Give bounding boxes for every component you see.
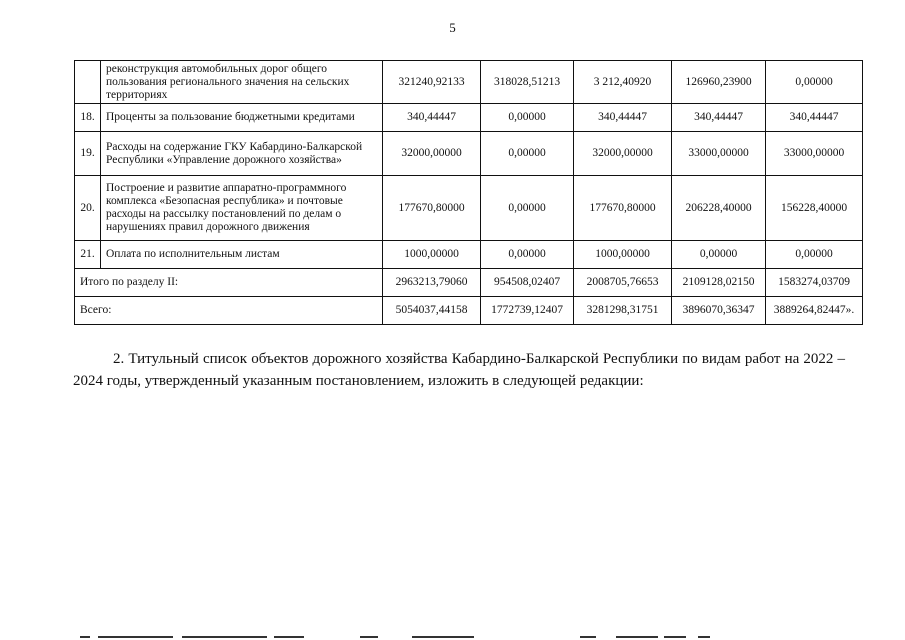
- total-value: 3896070,36347: [672, 297, 766, 325]
- row-value: 1000,00000: [383, 241, 481, 269]
- row-name: Расходы на содержание ГКУ Кабардино-Балкарской Республики «Управление дорожного хозяйства»: [101, 132, 383, 176]
- row-value: 0,00000: [481, 241, 574, 269]
- page-number: 5: [449, 20, 456, 35]
- row-value: 3 212,40920: [574, 61, 672, 104]
- row-name: Оплата по исполнительным листам: [101, 241, 383, 269]
- total-label: Всего:: [75, 297, 383, 325]
- row-value: 32000,00000: [383, 132, 481, 176]
- total-value: 1772739,12407: [481, 297, 574, 325]
- table-row: [75, 132, 863, 176]
- row-value: 206228,40000: [672, 176, 766, 241]
- row-value: 0,00000: [766, 241, 863, 269]
- row-value: 0,00000: [481, 104, 574, 132]
- row-value: 0,00000: [481, 132, 574, 176]
- row-value: 32000,00000: [574, 132, 672, 176]
- row-value: 177670,80000: [383, 176, 481, 241]
- total-value: 2109128,02150: [672, 269, 766, 297]
- row-value: 1000,00000: [574, 241, 672, 269]
- total-value: 2008705,76653: [574, 269, 672, 297]
- row-value: 177670,80000: [574, 176, 672, 241]
- total-value: 1583274,03709: [766, 269, 863, 297]
- row-value: 33000,00000: [672, 132, 766, 176]
- table-row: [75, 176, 863, 241]
- row-number: [75, 61, 101, 104]
- row-number: 18.: [75, 104, 101, 132]
- table-row: [75, 104, 863, 132]
- page-bottom-marks: [60, 632, 820, 640]
- row-number: 19.: [75, 132, 101, 176]
- row-value: 340,44447: [574, 104, 672, 132]
- row-value: 340,44447: [672, 104, 766, 132]
- row-value: 318028,51213: [481, 61, 574, 104]
- paragraph-item-2: 2. Титульный список объектов дорожного хозяйства Кабардино-Балкарской Республики по видам работ на 2022 – 2024 годы, утвержденный указанным постановлением, изложить в следующей редакции:: [73, 351, 845, 389]
- row-value: 0,00000: [766, 61, 863, 104]
- row-name: реконструкция автомобильных дорог общего пользования регионального значения на сельских территориях: [101, 61, 383, 104]
- row-value: 33000,00000: [766, 132, 863, 176]
- budget-table: [74, 60, 863, 325]
- total-label: Итого по разделу II:: [75, 269, 383, 297]
- row-value: 126960,23900: [672, 61, 766, 104]
- row-number: 20.: [75, 176, 101, 241]
- total-row-section: [75, 269, 863, 297]
- row-number: 21.: [75, 241, 101, 269]
- total-value: 3889264,82447».: [766, 297, 863, 325]
- total-value: 5054037,44158: [383, 297, 481, 325]
- row-value: 340,44447: [383, 104, 481, 132]
- row-value: 321240,92133: [383, 61, 481, 104]
- row-value: 0,00000: [481, 176, 574, 241]
- row-value: 156228,40000: [766, 176, 863, 241]
- total-value: 954508,02407: [481, 269, 574, 297]
- total-row-grand: [75, 297, 863, 325]
- row-name: Проценты за пользование бюджетными кредитами: [101, 104, 383, 132]
- total-value: 2963213,79060: [383, 269, 481, 297]
- total-value: 3281298,31751: [574, 297, 672, 325]
- table-row: [75, 241, 863, 269]
- row-value: 0,00000: [672, 241, 766, 269]
- row-value: 340,44447: [766, 104, 863, 132]
- table-row: [75, 61, 863, 104]
- row-name: Построение и развитие аппаратно-программного комплекса «Безопасная республика» и почтовые расходы на рассылку постановлений по делам о нарушениях правил дорожного движения: [101, 176, 383, 241]
